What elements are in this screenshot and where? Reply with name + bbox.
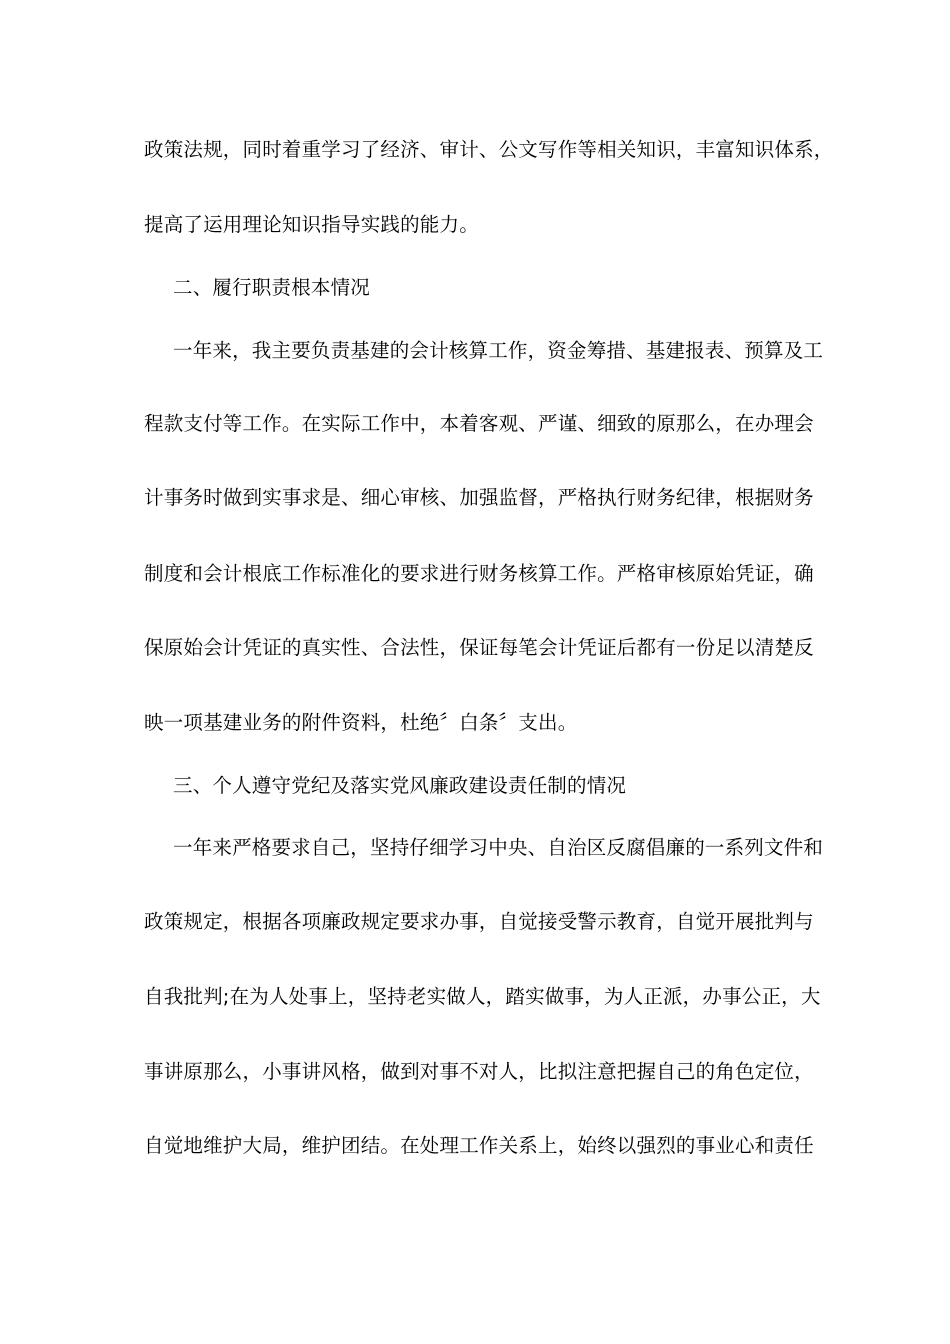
paragraph-line: 程款支付等工作。在实际工作中，本着客观、严谨、细致的原那么，在办理会 bbox=[144, 412, 814, 435]
paragraph-line: 一年来，我主要负责基建的会计核算工作，资金筹措、基建报表、预算及工 bbox=[173, 339, 824, 362]
paragraph-line: 自觉地维护大局，维护团结。在处理工作关系上，始终以强烈的事业心和责任 bbox=[144, 1134, 814, 1157]
paragraph-line: 自我批判;在为人处事上，坚持老实做人，踏实做事，为人正派，办事公正，大 bbox=[144, 985, 821, 1008]
paragraph-line: 提高了运用理论知识指导实践的能力。 bbox=[144, 213, 479, 236]
section-heading: 三、个人遵守党纪及落实党风廉政建设责任制的情况 bbox=[173, 774, 627, 797]
paragraph-line: 制度和会计根底工作标准化的要求进行财务核算工作。严格审核原始凭证，确 bbox=[144, 562, 814, 585]
paragraph-line: 一年来严格要求自己，坚持仔细学习中央、自治区反腐倡廉的一系列文件和 bbox=[173, 836, 824, 859]
paragraph-line: 事讲原那么，小事讲风格，做到对事不对人，比拟注意把握自己的角色定位， bbox=[144, 1060, 814, 1083]
paragraph-line: 政策法规，同时着重学习了经济、审计、公文写作等相关知识，丰富知识体系， bbox=[144, 138, 834, 161]
paragraph-line: 映一项基建业务的附件资料，杜绝〞白条〞支出。 bbox=[144, 711, 578, 734]
paragraph-line: 计事务时做到实事求是、细心审核、加强监督，严格执行财务纪律，根据财务 bbox=[144, 486, 814, 509]
section-heading: 二、履行职责根本情况 bbox=[173, 276, 371, 299]
paragraph-line: 政策规定，根据各项廉政规定要求办事，自觉接受警示教育，自觉开展批判与 bbox=[144, 910, 814, 933]
paragraph-line: 保原始会计凭证的真实性、合法性，保证每笔会计凭证后都有一份足以清楚反 bbox=[144, 636, 814, 659]
